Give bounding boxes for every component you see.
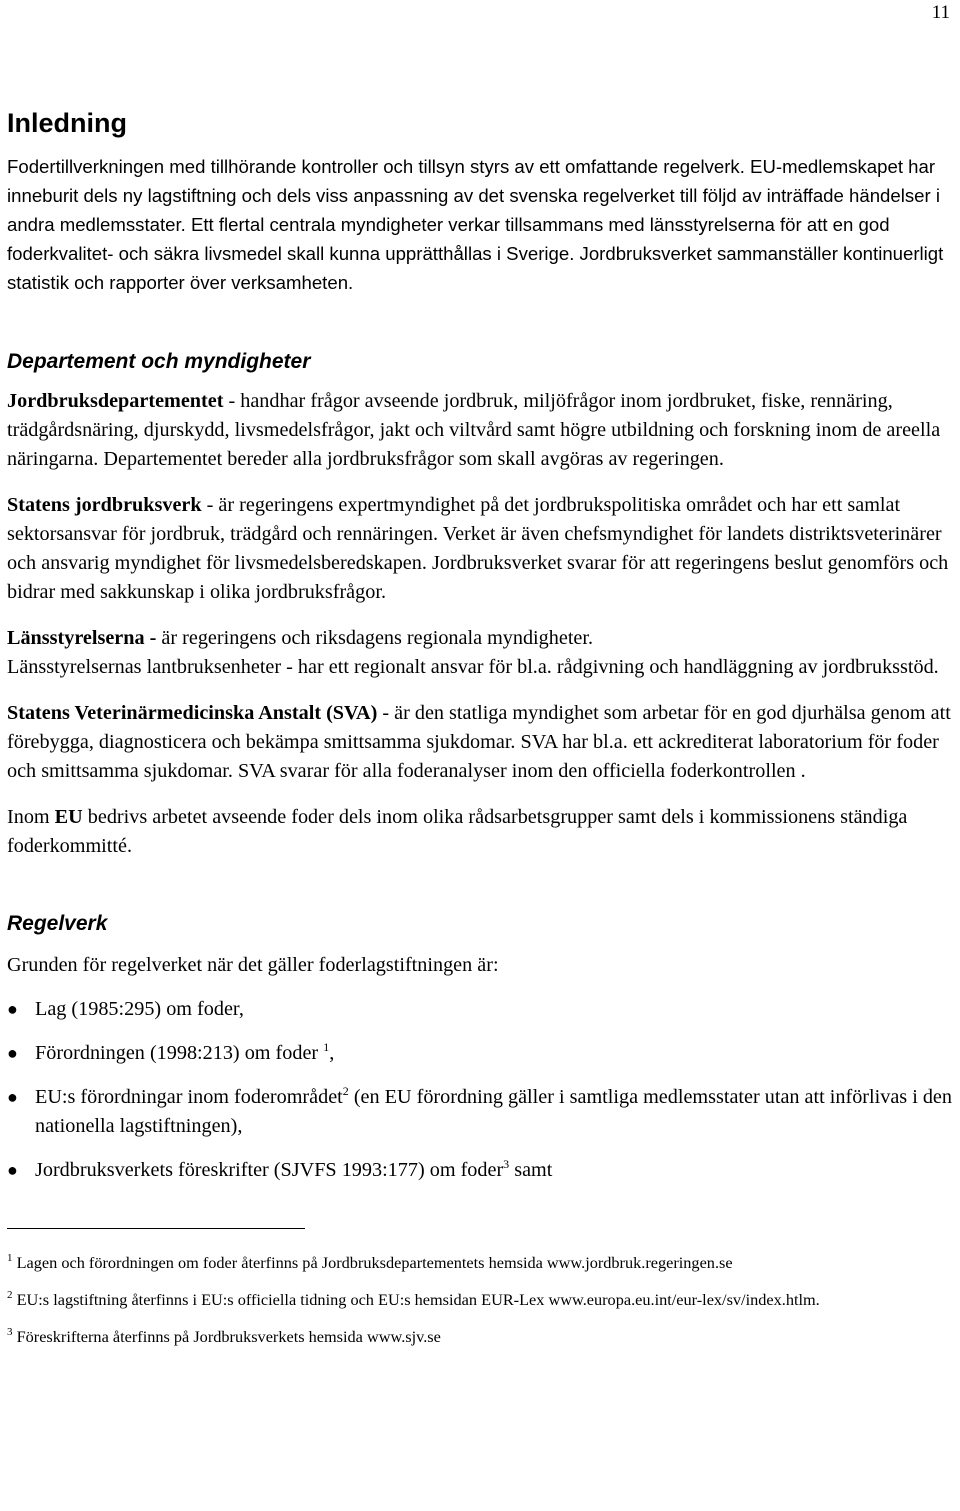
paragraph-sva: Statens Veterinärmedicinska Anstalt (SVA) - är den statliga myndighet som arbetar för en god djurhälsa genom att förebygga, diagnosticera och bekämpa smittsamma sjukdomar. SVA har bl.a. ett ackrediterat laboratorium för foder och smittsamma sjukdomar. SVA svarar för alla foderanalyser inom den officiella foderkontrollen . (7, 702, 951, 782)
intro-paragraph: Fodertillverkningen med tillhörande kontroller och tillsyn styrs av ett omfattande regelverk. EU-medlemskapet har inneburit dels ny lagstiftning och dels viss anpassning av det svenska regelverket till följd av inträffade händelser i andra medlemsstater. Ett flertal centrala myndigheter verkar tillsammans med länsstyrelserna för att en god foderkvalitet- och säkra livsmedel skall kunna upprätthållas i Sverige. Jordbruksverket sammanställer kontinuerligt statistik och rapporter över verksamheten. (7, 156, 944, 293)
paragraph-lansstyrelserna: Länsstyrelserna - är regeringens och riksdagens regionala myndigheter. Länsstyrelsernas lantbruksenheter - har ett regionalt ansvar för bl.a. rådgivning och handläggning av jordbruksstöd. (7, 627, 939, 678)
heading-inledning: Inledning (7, 108, 127, 138)
term-lansstyrelserna: Länsstyrelserna - (7, 627, 157, 649)
page-number: 11 (931, 2, 950, 23)
footnote-ref: 3 (503, 1157, 510, 1172)
footnotes (7, 1251, 952, 1349)
footnote-divider (7, 1228, 305, 1229)
regelverk-list (7, 995, 952, 1185)
list-item: ● EU:s förordningar inom foderområdet$^2$ (en EU förordning gäller i samtliga medlemsstater utan att införlivas i den nationella lagstiftningen), (7, 1084, 952, 1137)
paragraph-statens-jordbruksverk: Statens jordbruksverk - är regeringens expertmyndighet på det jordbrukspolitiska området och har ett samlat sektorsansvar för jordbruk, trädgård och rennäringen. Verket är även chefsmyndighet för landets distriktsveterinärer och ansvarig myndighet för livsmedelsberedskapen. Jordbruksverket svarar för att regeringens beslut genomförs och bidrar med sakkunskap i olika jordbruksfrågor. (7, 494, 949, 603)
bullet-icon: ● (7, 1160, 18, 1180)
term-sva: Statens Veterinärmedicinska Anstalt (SVA) (7, 702, 378, 724)
footnote-ref: 1 (323, 1040, 330, 1055)
footnote-3: $^3$ Föreskrifterna återfinns på Jordbruksverkets hemsida www.sjv.se (7, 1325, 441, 1346)
list-item: ● Jordbruksverkets föreskrifter (SJVFS 1993:177) om foder$^3$ samt (7, 1156, 952, 1185)
regelverk-intro: Grunden för regelverket när det gäller foderlagstiftningen är: (7, 954, 499, 976)
bullet-icon: ● (7, 1043, 18, 1063)
heading-departement: Departement och myndigheter (7, 350, 311, 373)
bullet-icon: ● (7, 999, 18, 1019)
heading-regelverk: Regelverk (7, 912, 108, 935)
bullet-icon: ● (7, 1087, 18, 1107)
paragraph-jordbruksdepartementet: Jordbruksdepartementet - handhar frågor avseende jordbruk, miljöfrågor inom jordbruket, fiske, rennäring, trädgårdsnäring, djurskydd, livsmedelsfrågor, jakt och viltvård samt högre utbildning och forskning inom de areella näringarna. Departementet bereder alla jordbruksfrågor som skall avgöras av regeringen. (7, 390, 941, 470)
list-item: ● Förordningen (1998:213) om foder $^1$, (7, 1039, 952, 1068)
footnote-ref: 2 (342, 1084, 349, 1099)
term-jordbruksdepartementet: Jordbruksdepartementet (7, 390, 224, 412)
page-content (7, 104, 952, 1349)
list-item: ● Lag (1985:295) om foder, (7, 995, 952, 1024)
term-statens-jordbruksverk: Statens jordbruksverk (7, 494, 202, 516)
footnote-1: $^1$ Lagen och förordningen om foder återfinns på Jordbruksdepartementets hemsida www.jordbruk.regeringen.se (7, 1251, 733, 1272)
term-eu: EU (54, 806, 83, 828)
footnote-2: $^2$ EU:s lagstiftning återfinns i EU:s officiella tidning och EU:s hemsidan EUR-Lex www.europa.eu.int/eur-lex/sv/index.htlm. (7, 1288, 820, 1309)
paragraph-eu: Inom EU bedrivs arbetet avseende foder dels inom olika rådsarbetsgrupper samt dels i kommissionens ständiga foderkommitté. (7, 806, 908, 857)
